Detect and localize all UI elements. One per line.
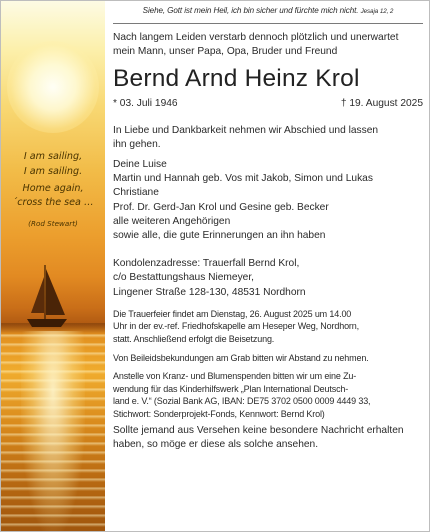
condolence-note bbox=[113, 352, 423, 365]
closing-line: Sollte jemand aus Versehen keine besondere Nachricht erhalten bbox=[113, 424, 404, 436]
mourner-line: Prof. Dr. Gerd-Jan Krol und Gesine geb. Becker bbox=[113, 201, 329, 213]
quote-line: I am sailing, bbox=[23, 151, 83, 162]
farewell-line: ihn gehen. bbox=[113, 138, 161, 150]
farewell-paragraph bbox=[113, 124, 423, 152]
condolence-address bbox=[113, 257, 423, 300]
song-quote bbox=[1, 150, 105, 231]
mourner-line: alle weiteren Angehörigen bbox=[113, 215, 231, 227]
intro-paragraph bbox=[113, 31, 423, 59]
donation-line: wendung für das Kinderhilfswerk „Plan International Deutsch- bbox=[113, 383, 349, 394]
quote-line: ´cross the sea … bbox=[12, 196, 94, 208]
donation-line: Anstelle von Kranz- und Blumenspenden bitten wir um eine Zu- bbox=[113, 371, 357, 382]
mourner-line: Martin und Hannah geb. Vos mit Jakob, Simon und Lukas bbox=[113, 173, 373, 185]
address-line: Lingener Straße 128-130, 48531 Nordhorn bbox=[113, 286, 306, 298]
death-date: † 19. August 2025 bbox=[340, 98, 423, 110]
donation-line: land e. V.“ (Sozial Bank AG, IBAN: DE75 3702 0500 0009 4449 33, bbox=[113, 396, 371, 407]
intro-line: Nach langem Leiden verstarb dennoch plötzlich und unerwartet bbox=[113, 32, 399, 43]
sunset-sailing-photo bbox=[1, 1, 105, 531]
donation-info bbox=[113, 370, 423, 420]
condolence-line: Von Beileidsbekundungen am Grab bitten wir Abstand zu nehmen. bbox=[113, 352, 369, 363]
life-dates bbox=[113, 97, 423, 111]
sailboat-icon bbox=[21, 263, 73, 333]
funeral-line: Die Trauerfeier findet am Dienstag, 26. August 2025 um 14.00 bbox=[113, 308, 352, 319]
quote-line: Home again, bbox=[22, 183, 84, 194]
quote-line: I am sailing. bbox=[23, 165, 83, 177]
water-glitter bbox=[1, 329, 105, 531]
closing-line: haben, so möge er diese als solche ansehen. bbox=[113, 438, 319, 450]
intro-line: mein Mann, unser Papa, Opa, Bruder und Freund bbox=[113, 46, 338, 58]
mourner-line: Deine Luise bbox=[113, 159, 167, 171]
farewell-line: In Liebe und Dankbarkeit nehmen wir Abschied und lassen bbox=[113, 124, 379, 136]
bible-verse bbox=[113, 5, 423, 18]
mourner-line: sowie alle, die gute Erinnerungen an ihn haben bbox=[113, 230, 326, 242]
verse-reference: Jesaja 12, 2 bbox=[360, 8, 394, 15]
deceased-name: Bernd Arnd Heinz Krol bbox=[113, 65, 360, 93]
obituary-text bbox=[113, 5, 423, 452]
funeral-line: Uhr in der ev.-ref. Friedhofskapelle am Heseper Weg, Nordhorn, bbox=[113, 321, 359, 332]
mourner-line: Christiane bbox=[113, 187, 159, 199]
funeral-info bbox=[113, 308, 423, 346]
address-line: Kondolenzadresse: Trauerfall Bernd Krol, bbox=[113, 258, 300, 270]
quote-credit: (Rod Stewart) bbox=[28, 219, 78, 228]
donation-line: Stichwort: Sonderprojekt-Fonds, Kennwort: Bernd Krol) bbox=[113, 409, 325, 419]
birth-date: * 03. Juli 1946 bbox=[113, 98, 178, 110]
divider-line bbox=[113, 23, 423, 24]
closing-note bbox=[113, 424, 423, 452]
verse-text: Siehe, Gott ist mein Heil, ich bin sicher und fürchte mich nicht. bbox=[142, 6, 359, 15]
sun-glow bbox=[7, 41, 99, 133]
funeral-line: statt. Anschließend erfolgt die Beisetzung. bbox=[113, 334, 275, 345]
address-line: c/o Bestattungshaus Niemeyer, bbox=[113, 272, 255, 284]
mourners-list bbox=[113, 158, 423, 243]
